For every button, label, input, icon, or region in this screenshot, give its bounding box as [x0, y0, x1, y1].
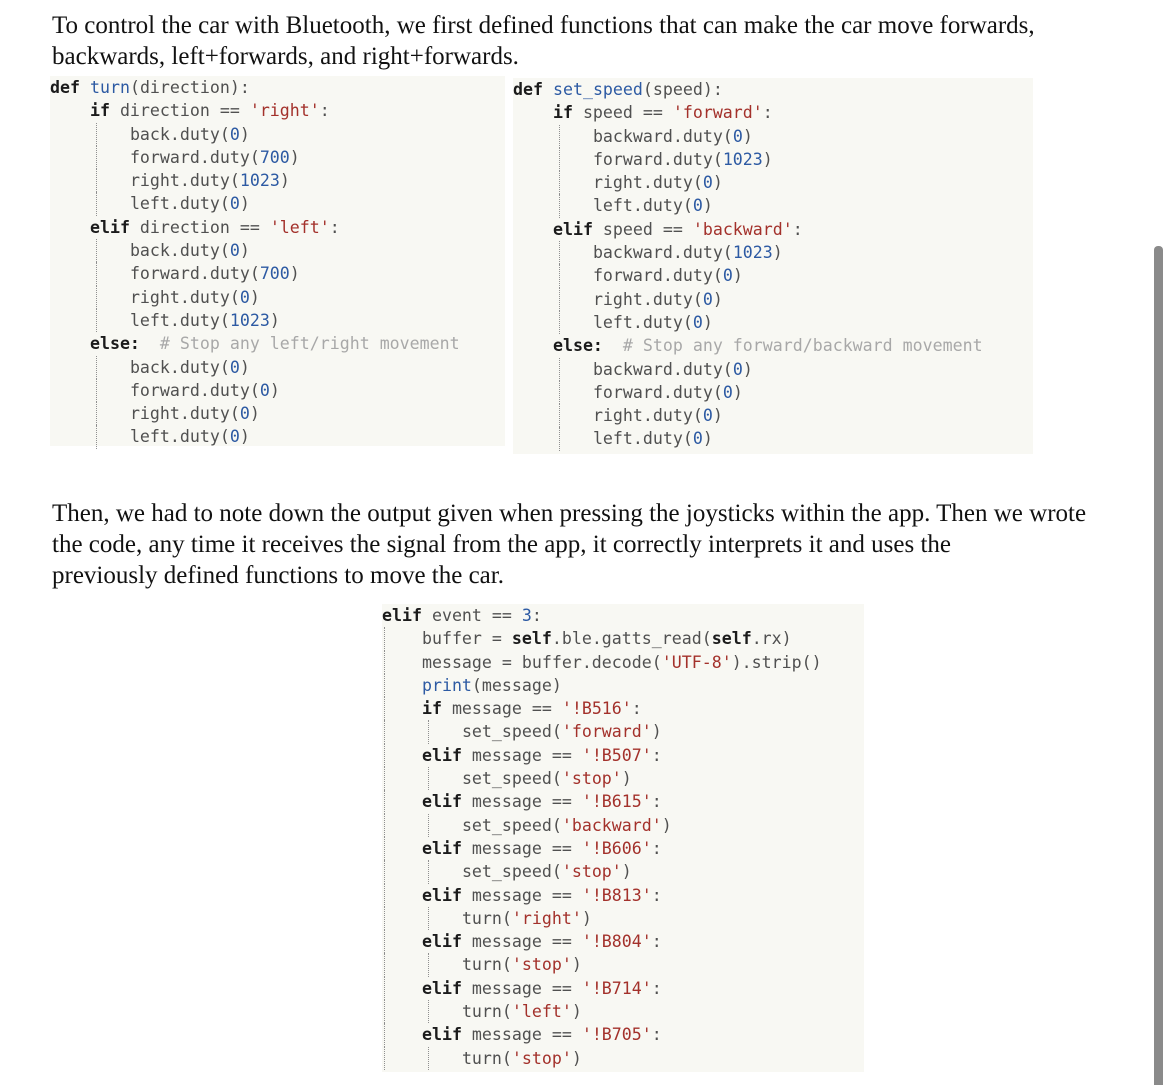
code-line: turn('right')	[382, 907, 864, 930]
code-line: right.duty(0)	[513, 404, 1033, 427]
code-line: right.duty(0)	[513, 171, 1033, 194]
code-line: def set_speed(speed):	[513, 80, 723, 99]
code-line: elif message == '!B615':	[382, 790, 864, 813]
code-line: def turn(direction):	[50, 78, 250, 97]
code-line: elif message == '!B714':	[382, 977, 864, 1000]
code-block-set-speed	[513, 78, 1033, 454]
code-line: back.duty(0)	[50, 356, 505, 379]
code-line: backward.duty(0)	[513, 125, 1033, 148]
code-line: backward.duty(1023)	[513, 241, 1033, 264]
code-line: if speed == 'forward':	[552, 103, 773, 123]
code-line: elif message == '!B606':	[382, 837, 864, 860]
code-line: back.duty(0)	[50, 239, 505, 262]
code-line: forward.duty(1023)	[513, 148, 1033, 171]
code-line: if direction == 'right':	[89, 101, 330, 121]
code-line: left.duty(0)	[513, 311, 1033, 334]
code-line: elif message == '!B507':	[382, 744, 864, 767]
code-line: right.duty(0)	[513, 288, 1033, 311]
code-line: forward.duty(700)	[50, 146, 505, 169]
code-line: elif message == '!B813':	[382, 884, 864, 907]
code-line: elif message == '!B804':	[382, 930, 864, 953]
code-line: elif event == 3:	[382, 606, 542, 625]
vertical-scrollbar[interactable]	[1154, 246, 1163, 1085]
code-line: elif message == '!B705':	[382, 1023, 864, 1046]
code-line: left.duty(1023)	[50, 309, 505, 332]
explanation-line-1: Then, we had to note down the output given when pressing the joysticks within the app. Then we wrote	[52, 500, 1087, 527]
code-line: elif speed == 'backward':	[552, 219, 803, 239]
code-line: set_speed('stop')	[382, 860, 864, 883]
code-line: turn('stop')	[382, 1047, 864, 1070]
code-line: back.duty(0)	[50, 123, 505, 146]
code-line: right.duty(0)	[50, 286, 505, 309]
code-line: forward.duty(0)	[513, 264, 1033, 287]
code-block-turn	[50, 76, 505, 446]
code-line: print(message)	[382, 674, 864, 697]
code-line: right.duty(1023)	[50, 169, 505, 192]
code-line: turn('left')	[382, 1000, 864, 1023]
explanation-paragraph	[52, 498, 1170, 591]
code-line: else: # Stop any forward/backward movement	[552, 336, 983, 356]
code-line: set_speed('forward')	[382, 720, 864, 743]
code-line: message = buffer.decode('UTF-8').strip()	[382, 651, 864, 674]
code-line: left.duty(0)	[50, 425, 505, 448]
code-line: buffer = self.ble.gatts_read(self.rx)	[382, 627, 864, 650]
intro-line-1: To control the car with Bluetooth, we first defined functions that can make the car move forwards,	[52, 12, 1035, 39]
intro-paragraph	[52, 10, 1170, 72]
code-line: elif direction == 'left':	[89, 217, 340, 237]
explanation-line-3: previously defined functions to move the car.	[52, 562, 504, 589]
code-line: forward.duty(0)	[513, 381, 1033, 404]
code-line: right.duty(0)	[50, 402, 505, 425]
code-line: backward.duty(0)	[513, 358, 1033, 381]
code-line: set_speed('stop')	[382, 767, 864, 790]
code-line: if message == '!B516':	[382, 697, 864, 720]
code-line: forward.duty(0)	[50, 379, 505, 402]
code-block-event-handler	[382, 604, 864, 1072]
explanation-line-2: the code, any time it receives the signal from the app, it correctly interprets it and uses the	[52, 531, 951, 558]
code-line: left.duty(0)	[50, 192, 505, 215]
code-line: set_speed('backward')	[382, 814, 864, 837]
code-line: left.duty(0)	[513, 194, 1033, 217]
code-line: turn('stop')	[382, 953, 864, 976]
intro-line-2: backwards, left+forwards, and right+forwards.	[52, 43, 519, 70]
code-line: left.duty(0)	[513, 427, 1033, 450]
code-line: else: # Stop any left/right movement	[89, 334, 460, 354]
code-line: forward.duty(700)	[50, 262, 505, 285]
